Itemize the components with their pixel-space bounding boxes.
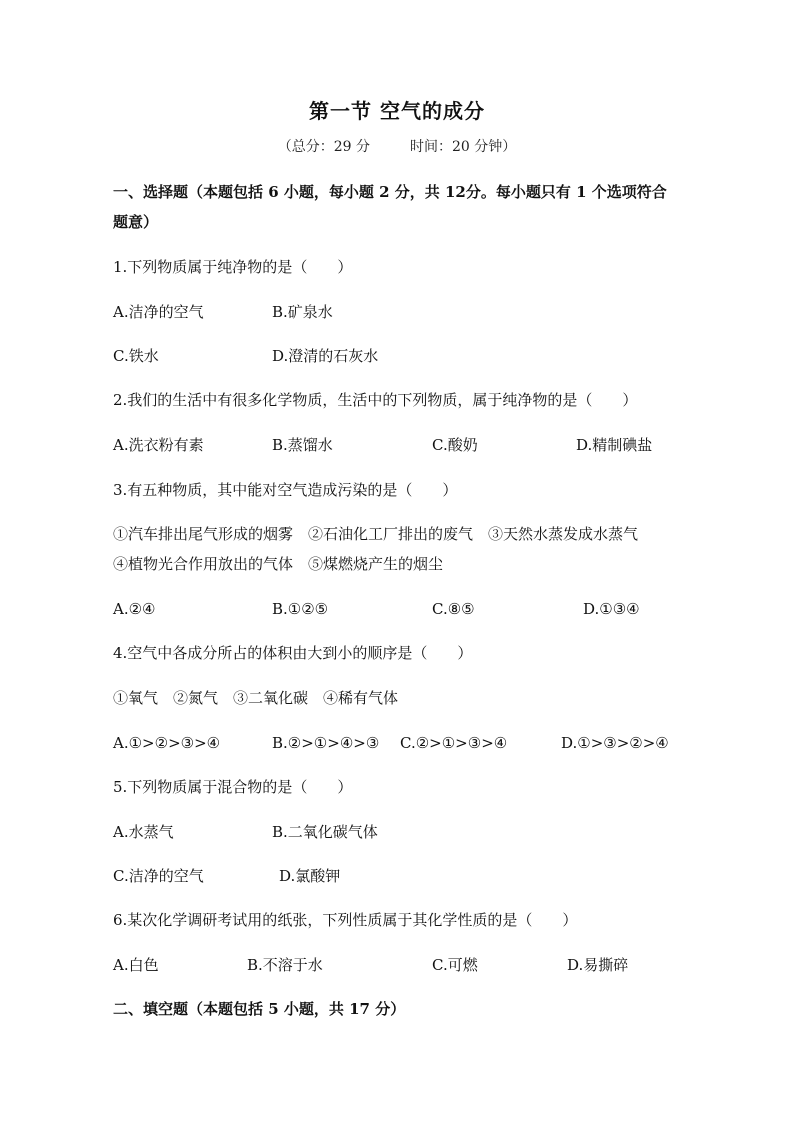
question-6-stem: 6.某次化学调研考试用的纸张，下列性质属于其化学性质的是（ ）	[113, 911, 578, 929]
question-3-stem: 3.有五种物质，其中能对空气造成污染的是（ ）	[113, 481, 458, 499]
total-score: （总分：29 分	[277, 139, 370, 155]
section-1-heading-cont: 题意）	[113, 213, 159, 231]
page-title: 第一节 空气的成分	[309, 99, 485, 123]
exam-info	[0, 136, 794, 156]
question-1-stem: 1.下列物质属于纯净物的是（ ）	[113, 258, 353, 276]
question-3-option-b: B.①②⑤	[272, 600, 329, 618]
question-5-option-d: D.氯酸钾	[279, 867, 341, 885]
question-5-stem: 5.下列物质属于混合物的是（ ）	[113, 778, 353, 796]
question-5-option-c: C.洁净的空气	[113, 867, 204, 885]
question-5-option-b: B.二氧化碳气体	[272, 823, 378, 841]
section-1-heading: 一、选择题（本题包括 6 小题，每小题 2 分，共 12分。每小题只有 1 个选项符合	[113, 183, 667, 201]
question-4-option-c: C.②>①>③>④	[400, 734, 508, 752]
question-6-option-c: C.可燃	[432, 956, 478, 974]
question-3-option-a: A.②④	[113, 600, 156, 618]
question-1-option-c: C.铁水	[113, 347, 159, 365]
section-2-heading: 二、填空题（本题包括 5 小题，共 17 分）	[113, 1000, 406, 1018]
question-2-option-a: A.洗衣粉有素	[113, 436, 204, 454]
question-4-items: ①氧气 ②氮气 ③二氧化碳 ④稀有气体	[113, 689, 399, 707]
question-4-stem: 4.空气中各成分所占的体积由大到小的顺序是（ ）	[113, 644, 473, 662]
question-3-items-line-1: ①汽车排出尾气形成的烟雾 ②石油化工厂排出的废气 ③天然水蒸发成水蒸气	[113, 525, 639, 543]
question-3-items-line-2: ④植物光合作用放出的气体 ⑤煤燃烧产生的烟尘	[113, 555, 444, 573]
question-2-option-c: C.酸奶	[432, 436, 478, 454]
question-2-option-d: D.精制碘盐	[576, 436, 653, 454]
question-1-option-a: A.洁净的空气	[113, 303, 204, 321]
question-1-option-b: B.矿泉水	[272, 303, 333, 321]
time-limit: 时间：20 分钟）	[410, 139, 517, 155]
question-4-option-a: A.①>②>③>④	[113, 734, 221, 752]
question-4-option-b: B.②>①>④>③	[272, 734, 380, 752]
question-5-option-a: A.水蒸气	[113, 823, 174, 841]
question-4-option-d: D.①>③>②>④	[561, 734, 669, 752]
question-6-option-a: A.白色	[113, 956, 159, 974]
question-2-option-b: B.蒸馏水	[272, 436, 333, 454]
question-3-option-d: D.①③④	[583, 600, 640, 618]
question-6-option-d: D.易撕碎	[567, 956, 629, 974]
question-6-option-b: B.不溶于水	[247, 956, 323, 974]
question-3-option-c: C.⑧⑤	[432, 600, 475, 618]
question-1-option-d: D.澄清的石灰水	[272, 347, 379, 365]
question-2-stem: 2.我们的生活中有很多化学物质，生活中的下列物质，属于纯净物的是（ ）	[113, 391, 638, 409]
